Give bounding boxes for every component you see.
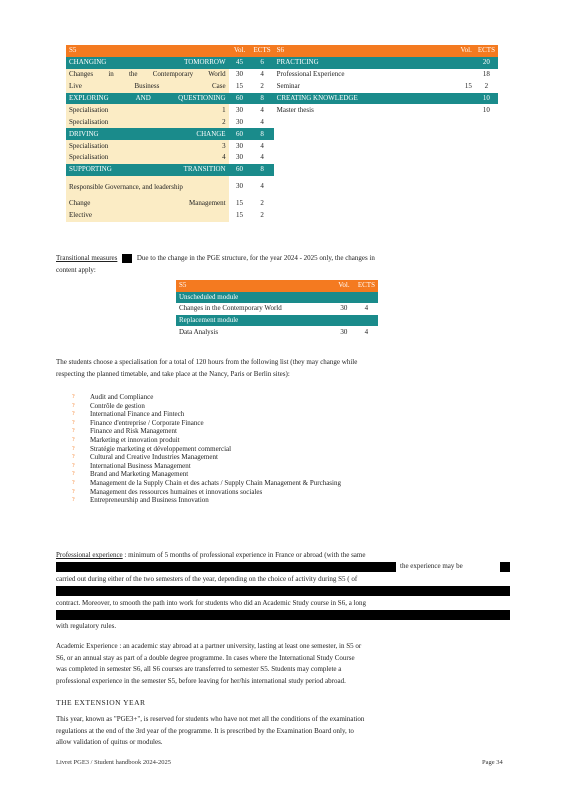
extension-line-2: regulations at the end of the 3rd year of the programme. It is prescribed by the Examination Board only, to [56,726,354,735]
volume-cell: 45 [229,57,251,69]
list-item [72,479,341,488]
bullet-icon: ? [72,471,75,478]
column-header: ECTS [475,45,498,57]
table-header-row [66,45,498,57]
ects-cell: 4 [251,104,274,116]
list-item [72,393,341,402]
row-label: Live Business Case [66,81,229,93]
volume-cell [433,210,475,222]
row-label: Replacement module [176,315,378,327]
bullet-icon: ? [72,497,75,504]
table-row [176,326,378,338]
ects-cell [475,164,498,176]
row-label [274,152,433,164]
redaction-bar [500,562,510,572]
ects-cell [475,140,498,152]
ects-cell: 2 [251,210,274,222]
row-label: Change Management [66,198,229,210]
bullet-icon: ? [72,462,75,469]
ects-cell: 2 [251,198,274,210]
volume-cell: 15 [433,81,475,93]
volume-cell: 30 [229,116,251,128]
volume-cell: 30 [333,303,355,315]
ects-cell: 10 [475,93,498,105]
bullet-icon: ? [72,428,75,435]
specialisation-list [72,393,341,505]
ects-cell: 4 [355,303,378,315]
professional-line-1: : minimum of 5 months of professional experience in France or abroad (with the same [124,551,366,559]
volume-cell: 60 [229,164,251,176]
table-row [66,198,498,210]
volume-cell [433,152,475,164]
transitional-text: Due to the change in the PGE structure, for the year 2024 - 2025 only, the changes in [136,254,375,262]
volume-cell [433,198,475,210]
specialisation-intro [56,357,506,380]
row-label: Master thesis [274,104,433,116]
professional-label: Professional experience [56,551,123,559]
table-row [66,152,498,164]
table-row [66,57,498,69]
table-row [66,116,498,128]
volume-cell [433,57,475,69]
list-item-label: International Finance and Fintech [90,410,185,419]
column-header: S5 [66,45,229,57]
bullet-icon: ? [72,402,75,409]
volume-cell: 30 [333,326,355,338]
row-label: Seminar [274,81,433,93]
extension-line-1: This year, known as "PGE3+", is reserved for students who have not met all the conditions of the examination [56,715,365,723]
volume-cell [433,128,475,140]
professional-line-5 [56,621,116,633]
bullet-icon: ? [72,479,75,486]
professional-line-4-text: contract. Moreover, to smooth the path into work for students who did an Academic Study course in S6, a long [56,599,366,607]
row-label: CREATING KNOWLEDGE [274,93,433,105]
academic-label: Academic Experience [56,642,118,650]
list-item-label: Marketing et innovation produit [90,435,180,444]
extension-paragraph [56,714,516,749]
list-item [72,402,341,411]
ects-cell [475,176,498,198]
bullet-icon: ? [72,454,75,461]
volume-cell [433,104,475,116]
row-label: Elective [66,210,229,222]
list-item-label: Management des ressources humaines et innovations sociales [90,487,263,496]
row-label: Specialisation 3 [66,140,229,152]
row-label: Unscheduled module [176,292,378,304]
row-label [274,164,433,176]
list-item-label: International Business Management [90,461,191,470]
academic-line-4: professional experience in the semester S5, before leaving for her/his international study period abroad. [56,676,346,685]
extension-heading: THE EXTENSION YEAR [56,698,146,707]
table-row [176,292,378,304]
volume-cell [433,176,475,198]
list-item-label: Finance and Risk Management [90,427,177,436]
row-label [274,210,433,222]
volume-cell: 30 [229,69,251,81]
professional-line-4 [56,598,510,610]
row-label: Changes in the Contemporary World [176,303,333,315]
row-label [274,116,433,128]
volume-cell: 15 [229,198,251,210]
professional-line-2-text: the experience may be [400,562,463,570]
column-header: S6 [274,45,433,57]
list-item-label: Stratégie marketing et développement commercial [90,444,232,453]
list-item-label: Entrepreneurship and Business Innovation [90,496,209,505]
ects-cell: 8 [251,128,274,140]
footer-page-number: Page 34 [482,759,503,766]
list-item [72,445,341,454]
row-label: DRIVING CHANGE [66,128,229,140]
ects-cell: 4 [251,152,274,164]
row-label [274,128,433,140]
row-label [274,140,433,152]
ects-cell: 18 [475,69,498,81]
volume-cell [433,93,475,105]
table-row [66,93,498,105]
transition-table [176,280,378,338]
academic-line-1: : an academic stay abroad at a partner university, lasting at least one semester, in S5 or [119,642,362,650]
row-label: CHANGING TOMORROW [66,57,229,69]
row-label: Responsible Governance, and leadership [66,176,229,198]
volume-cell [433,164,475,176]
transitional-paragraph [56,253,506,276]
bullet-icon: ? [72,419,75,426]
row-label: Specialisation 2 [66,116,229,128]
row-label: Changes in the Contemporary World [66,69,229,81]
column-header: Vol. [433,45,475,57]
redaction-bar [56,586,510,596]
list-item [72,427,341,436]
column-header: S5 [176,280,333,292]
academic-line-3: was completed in semester S6, all S6 courses are transferred to semester S5. Students may complete a [56,665,342,673]
table-row [176,315,378,327]
list-item [72,488,341,497]
column-header: ECTS [355,280,378,292]
redaction-mark [122,254,132,263]
academic-line-2: S6, or an annual stay as part of a double degree programme. In cases where the International Study Course [56,653,355,662]
list-item [72,419,341,428]
professional-line-5-text: with regulatory rules. [56,622,117,630]
list-item-label: Finance d'entreprise / Corporate Finance [90,418,204,427]
list-item-label: Cultural and Creative Industries Management [90,453,218,462]
ects-cell [475,128,498,140]
bullet-icon: ? [72,445,75,452]
ects-cell: 10 [475,104,498,116]
volume-cell [433,116,475,128]
bullet-icon: ? [72,436,75,443]
list-item-label: Management de la Supply Chain et des achats / Supply Chain Management & Purchasing [90,478,341,487]
volume-cell: 60 [229,128,251,140]
table-row [176,303,378,315]
transitional-label: Transitional measures [56,254,118,262]
ects-cell: 4 [355,326,378,338]
table-row [66,140,498,152]
column-header: Vol. [229,45,251,57]
redaction-bar [56,610,510,620]
extension-line-3: allow validation of quitus or modules. [56,738,163,746]
table-row [66,176,498,198]
table-row [66,128,498,140]
row-label: Data Analysis [176,326,333,338]
ects-cell: 8 [251,93,274,105]
volume-cell [433,69,475,81]
professional-line-3 [56,574,506,586]
volume-cell: 30 [229,152,251,164]
row-label: PRACTICING [274,57,433,69]
ects-cell [475,198,498,210]
ects-cell: 20 [475,57,498,69]
list-item [72,410,341,419]
list-item-label: Contrôle de gestion [90,401,145,410]
academic-paragraph [56,641,516,687]
ects-cell: 4 [251,69,274,81]
ects-cell: 4 [251,140,274,152]
footer-left: Livret PGE3 / Student handbook 2024-2025 [56,759,172,766]
row-label: Specialisation 1 [66,104,229,116]
volume-cell: 30 [229,140,251,152]
table-row [66,164,498,176]
row-label: Professional Experience [274,69,433,81]
ects-cell: 6 [251,57,274,69]
intro-line-1: The students choose a specialisation for a total of 120 hours from the following list (they may change while [56,358,358,366]
volume-cell: 15 [229,210,251,222]
list-item [72,436,341,445]
column-header: Vol. [333,280,355,292]
row-label: EXPLORING AND QUESTIONING [66,93,229,105]
list-item [72,496,341,505]
bullet-icon: ? [72,411,75,418]
ects-cell [475,152,498,164]
ects-cell: 4 [251,176,274,198]
ects-cell [475,116,498,128]
transitional-text-2: content apply: [56,265,96,274]
list-item-label: Brand and Marketing Management [90,470,189,479]
row-label: Specialisation 4 [66,152,229,164]
table-row [66,81,498,93]
column-header: ECTS [251,45,274,57]
redaction-bar [56,562,396,572]
list-item [72,462,341,471]
ects-cell: 2 [475,81,498,93]
bullet-icon: ? [72,488,75,495]
list-item [72,453,341,462]
intro-line-2: respecting the planned timetable, and take place at the Nancy, Paris or Berlin sites): [56,369,290,378]
list-item [72,470,341,479]
table-row [66,69,498,81]
table-header-row [176,280,378,292]
list-item-label: Audit and Compliance [90,393,154,401]
programme-table [66,45,498,222]
row-label [274,176,433,198]
volume-cell: 30 [229,176,251,198]
ects-cell: 2 [251,81,274,93]
ects-cell: 4 [251,116,274,128]
table-row [66,104,498,116]
volume-cell: 15 [229,81,251,93]
volume-cell [433,140,475,152]
ects-cell: 8 [251,164,274,176]
row-label [274,198,433,210]
volume-cell: 30 [229,104,251,116]
professional-line-2 [400,561,463,573]
professional-line-3-text: carried out during either of the two semesters of the year, depending on the choice of activity during S5 ( of [56,575,358,583]
bullet-icon: ? [72,394,75,400]
row-label: SUPPORTING TRANSITION [66,164,229,176]
ects-cell [475,210,498,222]
table-row [66,210,498,222]
volume-cell: 60 [229,93,251,105]
